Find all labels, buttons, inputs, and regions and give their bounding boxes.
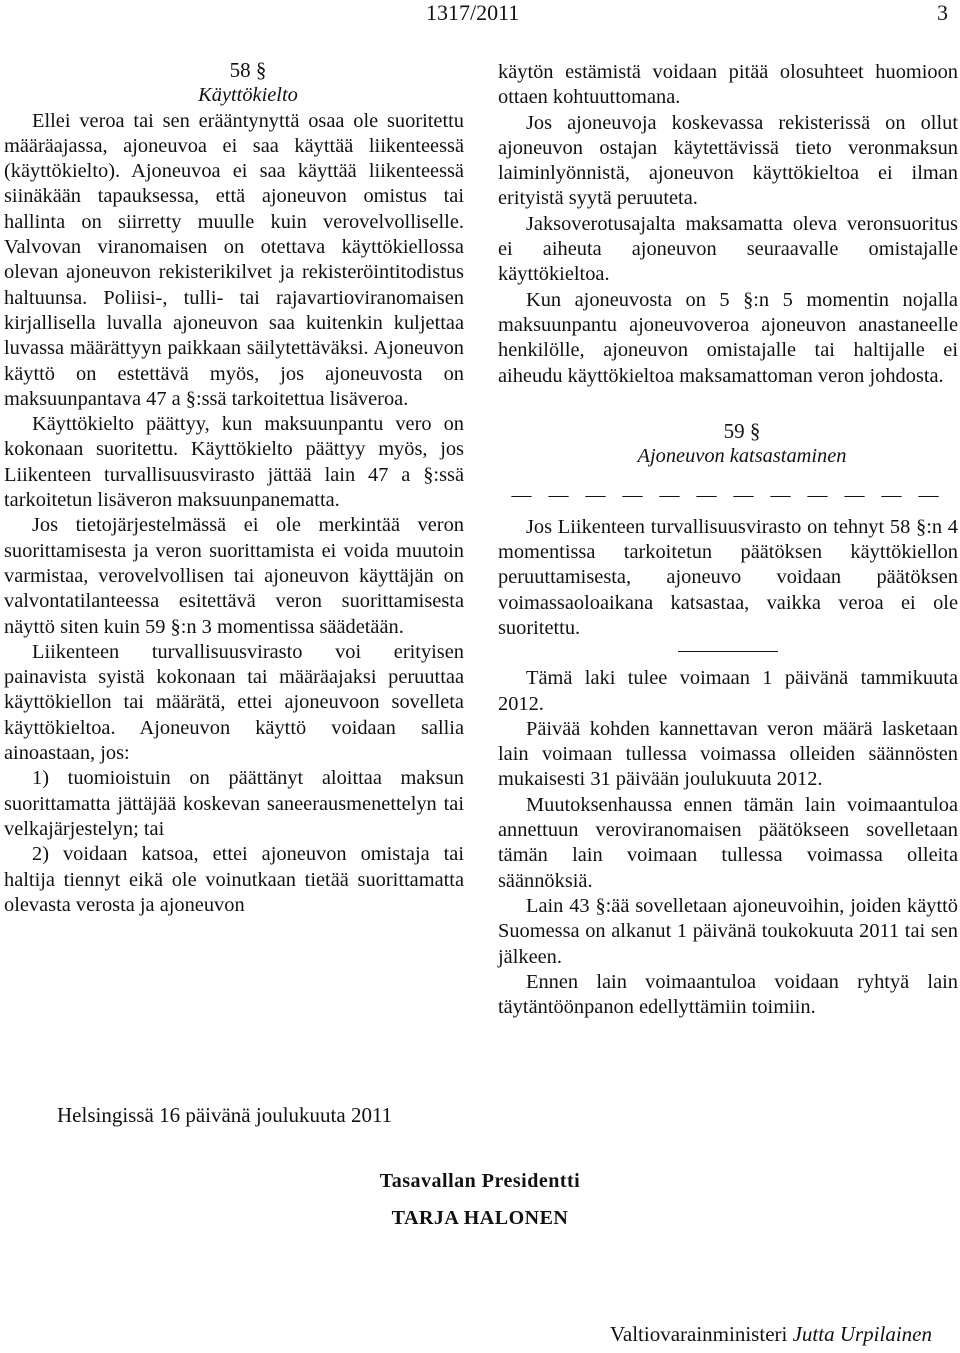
president-name: TARJA HALONEN xyxy=(391,1207,569,1229)
entry-into-force-paragraph-4: Lain 43 §:ää sovelletaan ajoneuvoihin, joiden käyttö Suomessa on alkanut 1 päivänä toukokuuta 2011 tai sen jälkeen. xyxy=(498,894,958,968)
section-58-paragraph-4: Liikenteen turvallisuusvirasto voi erityisen painavista syistä kokonaan tai määräajaksi peruuttaa käyttökiellon tai määrätä, ettei ajoneuvoon sovelleta käyttökieltoa. Ajoneuvon käyttö voidaan sallia ainoastaan, jos: xyxy=(4,640,464,765)
section-58-paragraph-6: Jaksoverotusajalta maksamatta oleva veronsuoritus ei aiheuta ajoneuvon seuraavalle omistajalle käyttökieltoa. xyxy=(498,212,958,286)
minister-name: Jutta Urpilainen xyxy=(792,1322,932,1346)
section-58-paragraph-7: Kun ajoneuvosta on 5 §:n 5 momentin nojalla maksuunpantu ajoneuvoveroa ajoneuvon anastaneelle henkilölle, ajoneuvon omistajalle tai haltijalle ei aiheudu käyttökieltoa maksamattoman veron johdosta. xyxy=(498,288,958,387)
entry-into-force-paragraph-1: Tämä laki tulee voimaan 1 päivänä tammikuuta 2012. xyxy=(498,667,958,715)
place-and-date: Helsingissä 16 päivänä joulukuuta 2011 xyxy=(57,1103,393,1127)
president-title: Tasavallan Presidentti xyxy=(379,1170,581,1192)
page-header xyxy=(0,0,960,28)
section-58-paragraph-5: Jos ajoneuvoja koskevassa rekisterissä on ollut ajoneuvon ostajan käytettävissä tieto veronmaksun laiminlyönnistä, ajoneuvon käyttökieltoa ei ilman erityistä syytä peruuteta. xyxy=(498,111,958,210)
page-number: 3 xyxy=(937,0,948,25)
section-58-paragraph-2: Käyttökielto päättyy, kun maksuunpantu vero on kokonaan suoritettu. Käyttökielto päättyy myös, jos Liikenteen turvallisuusvirasto jättää lain 47 a §:ssä tarkoitetun lisäveron maksuunpanematta. xyxy=(4,413,464,512)
statute-reference: 1317/2011 xyxy=(426,0,520,25)
separator-rule xyxy=(678,651,778,652)
section-59-paragraph: Jos Liikenteen turvallisuusvirasto on tehnyt 58 §:n 4 momentissa tarkoitetun päätöksen käyttökiellon peruuttamisesta, ajoneuvo voidaan päätöksen voimassaoloaikana katsastaa, vaikka veroa ei ole suoritettu. xyxy=(498,515,958,639)
section-58-item-2: 2) voidaan katsoa, ettei ajoneuvon omistaja tai haltija tiennyt eikä ole voinutkaan tietää suorittamatta olevasta verosta ja ajoneuvon xyxy=(4,843,464,916)
section-59-number: 59 § xyxy=(723,418,761,443)
entry-into-force-paragraph-3: Muutoksenhaussa ennen tämän lain voimaantuloa annettuun veroviranomaisen päätökseen sovelletaan tämän lain voimaan tullessa voimassa olleita säännöksiä. xyxy=(498,793,958,892)
entry-into-force-paragraph-5: Ennen lain voimaantuloa voidaan ryhtyä lain täytäntöönpanon edellyttämiin toimiin. xyxy=(498,970,958,1019)
section-58-paragraph-1: Ellei veroa tai sen erääntynyttä osaa ole suoritettu määräajassa, ajoneuvoa ei saa käyttää liikenteessä (käyttökielto). Ajoneuvoa ei saa käyttää liikenteessä siinäkään tapauksessa, että ajoneuvon omistus tai hallinta on siirretty muulle kuin verovelvolliselle. Valvovan viranomaisen on otettava käyttökiellossa olevan ajoneuvon rekisterikilvet ja rekisteröintitodistus haltuunsa. Poliisi-, tulli- tai rajavartioviranomaisen kirjallisella luvalla ajoneuvon saa kuitenkin kuljettaa luvassa määrättyyn paikkaan säilytettäväksi. Ajoneuvon käyttö on estettävä myös, jos ajoneuvosta on maksuunpantava 47 a §:ssä tarkoitettua lisäveroa. xyxy=(4,109,464,410)
right-column xyxy=(498,60,958,1020)
minister-title: Valtiovarainministeri xyxy=(610,1322,788,1346)
section-58-number: 58 § xyxy=(229,58,267,82)
omission-dashes: — — — — — — — — — — — — xyxy=(511,484,945,507)
minister-signature xyxy=(610,1322,932,1347)
section-58-continuation: käytön estämistä voidaan pitää olosuhteet huomioon ottaen kohtuuttomana. xyxy=(498,61,958,109)
section-58-paragraph-3: Jos tietojärjestelmässä ei ole merkintää veron suorittamisesta ja veron suorittamista ei voida muutoin varmistaa, verovelvollisen tai ajoneuvon käyttäjän on valvontatilanteessa esitettävä veron suorittamisesta näyttö siten kuin 59 §:n 3 momentissa säädetään. xyxy=(4,514,464,638)
section-58-item-1: 1) tuomioistuin on päättänyt aloittaa maksun suorittamatta jättäjää koskevan saneerausmenettelyn tai velkajärjestelyn; tai xyxy=(4,767,464,840)
section-59-title: Ajoneuvon katsastaminen xyxy=(637,445,847,468)
left-column xyxy=(4,58,464,918)
entry-into-force-paragraph-2: Päivää kohden kannettavan veron määrä lasketaan lain voimaan tullessa voimassa olleiden säännösten mukaisesti 31 päivään joulukuuta 2012. xyxy=(498,717,958,791)
section-58-title: Käyttökielto xyxy=(198,84,298,107)
